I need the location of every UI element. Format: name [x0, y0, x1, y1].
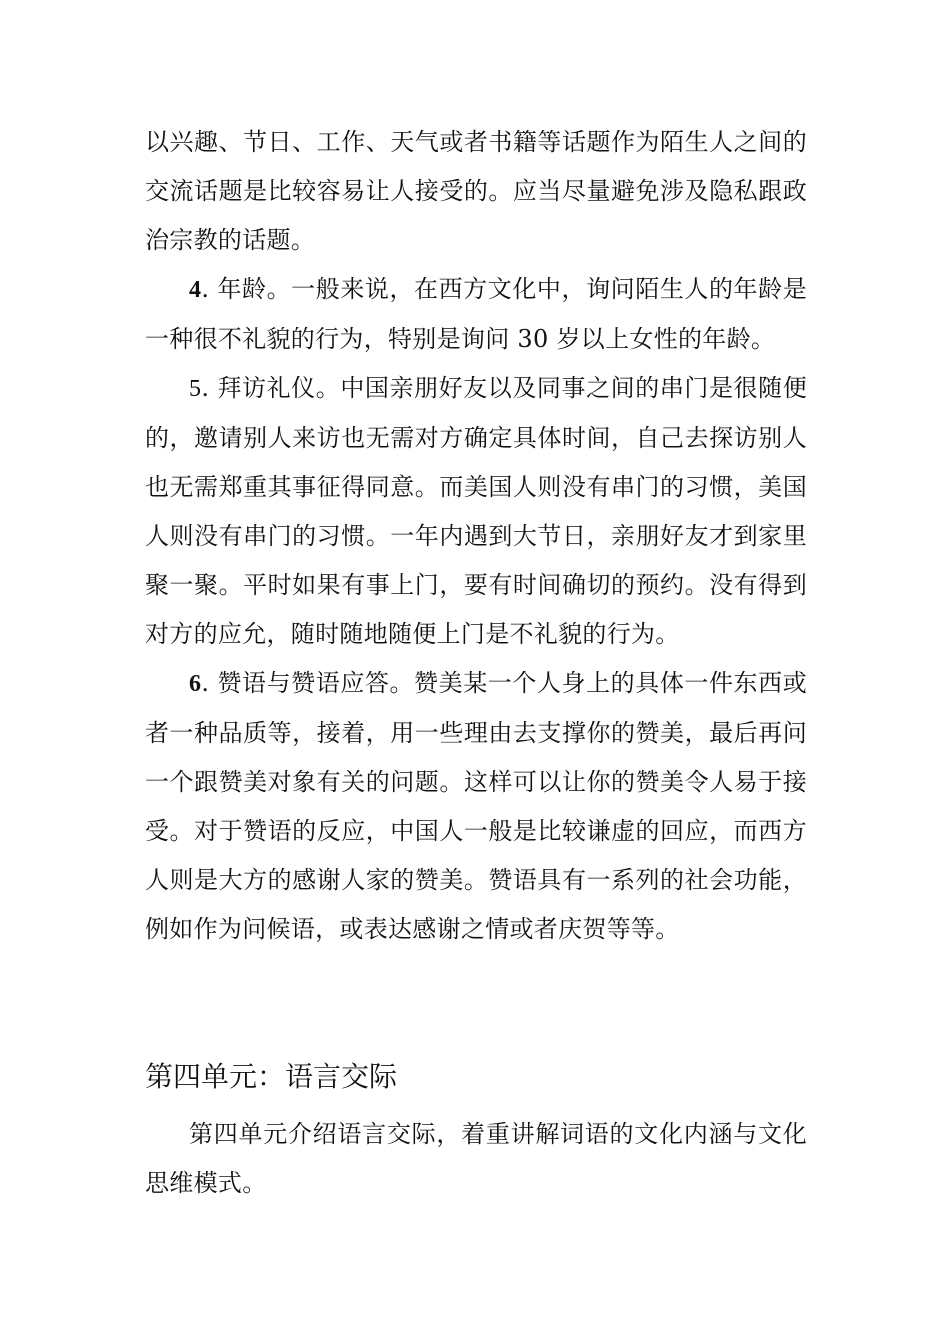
paragraph-text: . 年龄。一般来说，在西方文化中，询问陌生人的年龄是一种很不礼貌的行为，特别是询问 30 岁以上女性的年龄。: [145, 275, 807, 353]
item-number: 5: [189, 376, 202, 402]
paragraph-4: [145, 265, 807, 364]
item-number: 4: [189, 277, 202, 303]
paragraph-5: [145, 364, 807, 659]
item-number: 6: [189, 671, 202, 697]
paragraph-6: [145, 659, 807, 954]
paragraph-text: . 拜访礼仪。中国亲朋好友以及同事之间的串门是很随便的，邀请别人来访也无需对方确定具体时间，自己去探访别人也无需郑重其事征得同意。而美国人则没有串门的习惯，美国人则没有串门的习惯。一年内遇到大节日，亲朋好友才到家里聚一聚。平时如果有事上门，要有时间确切的预约。没有得到对方的应允，随时随地随便上门是不礼貌的行为。: [145, 374, 807, 648]
paragraph-text: . 赞语与赞语应答。赞美某一个人身上的具体一件东西或者一种品质等，接着，用一些理由去支撑你的赞美，最后再问一个跟赞美对象有关的问题。这样可以让你的赞美令人易于接受。对于赞语的反应，中国人一般是比较谦虚的回应，而西方人则是大方的感谢人家的赞美。赞语具有一系列的社会功能，例如作为问候语，或表达感谢之情或者庆贺等等。: [145, 669, 807, 943]
paragraph-continuation: 以兴趣、节日、工作、天气或者书籍等话题作为陌生人之间的交流话题是比较容易让人接受的。应当尽量避免涉及隐私跟政治宗教的话题。: [145, 128, 807, 254]
section-intro-block: [145, 1110, 807, 1208]
section-heading: 第四单元：语言交际: [145, 1060, 398, 1093]
body-text: [145, 118, 807, 954]
section-intro: 第四单元介绍语言交际，着重讲解词语的文化内涵与文化思维模式。: [145, 1120, 807, 1197]
